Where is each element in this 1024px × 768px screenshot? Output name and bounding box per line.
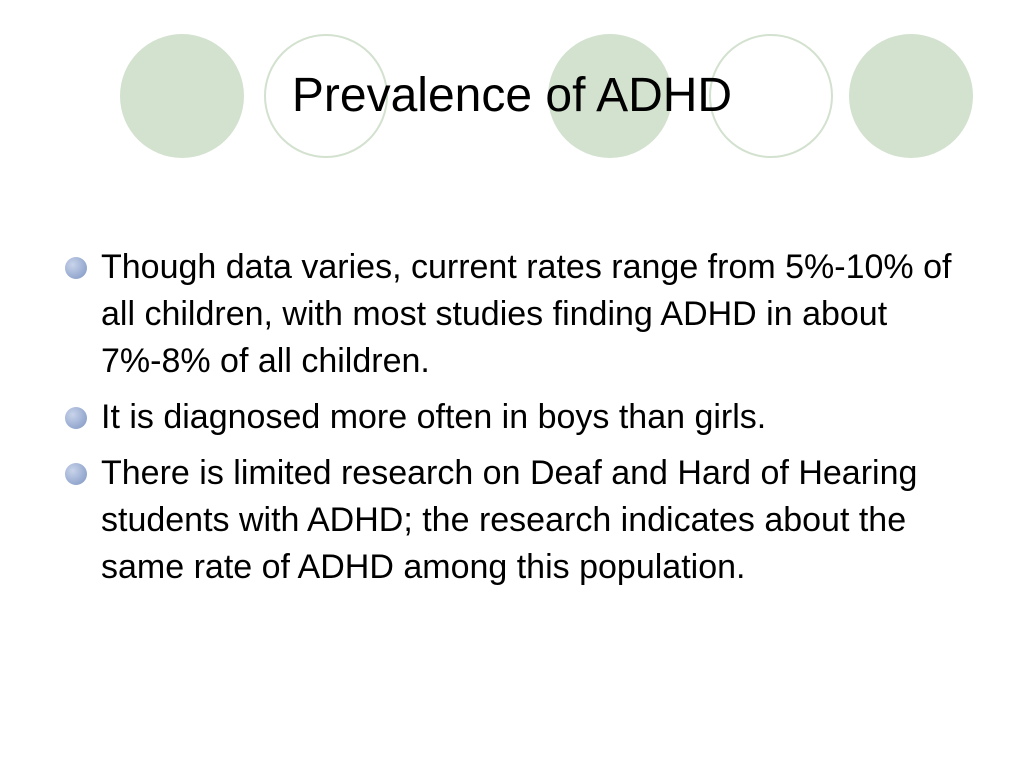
bullet-list xyxy=(62,244,972,600)
bullet-text: Though data varies, current rates range from 5%-10% of all children, with most studies finding ADHD in about 7%-8% of all children. xyxy=(101,248,952,380)
bullet-dot-icon xyxy=(65,257,87,279)
bullet-item xyxy=(62,450,972,591)
bullet-text: There is limited research on Deaf and Hard of Hearing students with ADHD; the research indicates about the same rate of ADHD among this population. xyxy=(101,454,918,586)
bullet-dot-icon xyxy=(65,407,87,429)
bullet-text: It is diagnosed more often in boys than girls. xyxy=(101,398,767,436)
bullet-item xyxy=(62,244,972,385)
bullet-dot-icon xyxy=(65,463,87,485)
bullet-item xyxy=(62,394,972,441)
slide-title: Prevalence of ADHD xyxy=(291,69,733,122)
